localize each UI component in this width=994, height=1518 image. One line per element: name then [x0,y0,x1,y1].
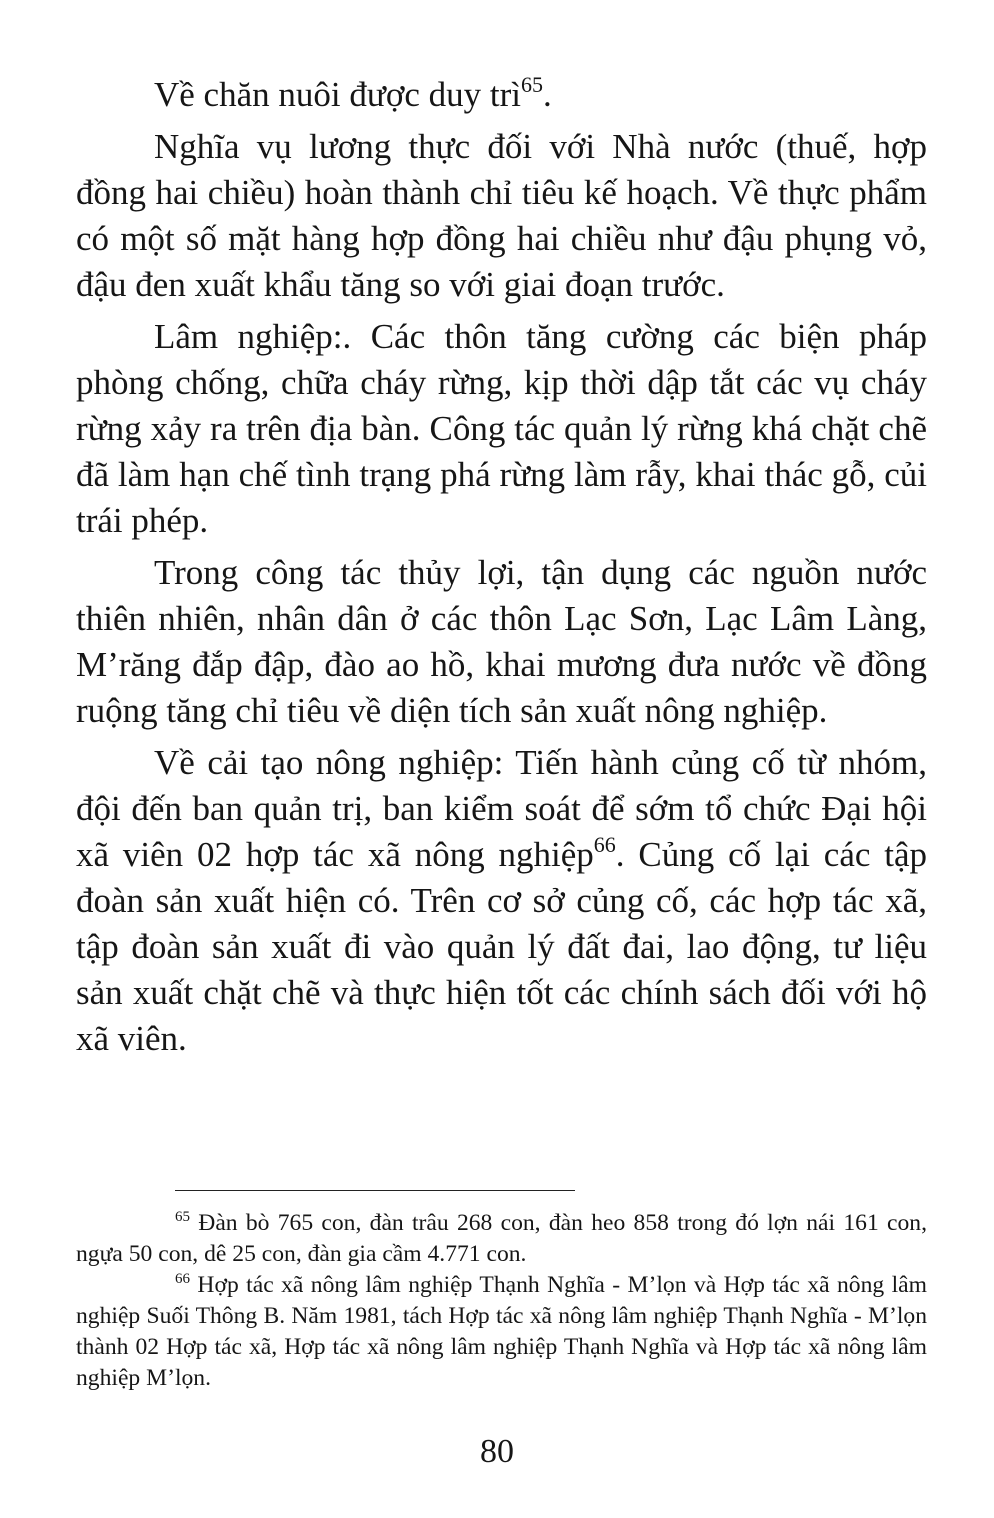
page-number: 80 [480,1433,514,1470]
paragraph-irrigation: Trong công tác thủy lợi, tận dụng các nguồn nước thiên nhiên, nhân dân ở các thôn Lạc Sơn, Lạc Lâm Làng, M’răng đắp đập, đào ao hồ, khai mương đưa nước về đồng ruộng tăng chỉ tiêu về diện tích sản xuất nông nghiệp. [76,553,927,730]
footnote-66-text: Hợp tác xã nông lâm nghiệp Thạnh Nghĩa - M’lọn và Hợp tác xã nông lâm nghiệp Suối Thông B. Năm 1981, tách Hợp tác xã nông lâm nghiệp Thạnh Nghĩa - M’lọn thành 02 Hợp tác xã, Hợp tác xã nông lâm nghiệp Thạnh Nghĩa và Hợp tác xã nông lâm nghiệp M’lọn. [76,1272,927,1391]
footnote-65-text: Đàn bò 765 con, đàn trâu 268 con, đàn heo 858 trong đó lợn nái 161 con, ngựa 50 con, dê 25 con, đàn gia cầm 4.771 con. [76,1210,927,1267]
footnote-65-marker: 65 [175,1209,190,1225]
footnote-divider [175,1190,575,1191]
paragraph-livestock-end: . [542,75,552,114]
paragraph-agri-reform-text-before: Về cải tạo nông nghiệp: Tiến hành củng cố từ nhóm, đội đến ban quản trị, ban kiểm soát để sớm tổ chức Đại hội xã viên 02 hợp tác xã nông nghiệp [76,743,927,874]
footnote-65 [76,1208,927,1270]
footnote-66 [76,1270,927,1394]
footnotes [76,1208,927,1394]
paragraph-livestock-text: Về chăn nuôi được duy trì [154,75,521,114]
footnote-ref-66[interactable]: 66 [593,832,616,857]
paragraph-livestock [76,72,927,118]
paragraph-forestry: Lâm nghiệp:. Các thôn tăng cường các biện pháp phòng chống, chữa cháy rừng, kịp thời dập tắt các vụ cháy rừng xảy ra trên địa bàn. Công tác quản lý rừng khá chặt chẽ đã làm hạn chế tình trạng phá rừng làm rẫy, khai thác gỗ, củi trái phép. [76,317,927,540]
paragraph-food-obligation: Nghĩa vụ lương thực đối với Nhà nước (thuế, hợp đồng hai chiều) hoàn thành chỉ tiêu kế hoạch. Về thực phẩm có một số mặt hàng hợp đồng hai chiều như đậu phụng vỏ, đậu đen xuất khẩu tăng so với giai đoạn trước. [76,127,927,304]
footnote-ref-65[interactable]: 65 [520,72,543,97]
paragraph-agri-reform [76,740,927,1062]
paragraph-agri-reform-text-after: . Củng cố lại các tập đoàn sản xuất hiện có. Trên cơ sở củng cố, các hợp tác xã, tập đoàn sản xuất đi vào quản lý đất đai, lao động, tư liệu sản xuất chặt chẽ và thực hiện tốt các chính sách đối với hộ xã viên. [76,835,927,1058]
footnote-66-marker: 66 [175,1271,190,1287]
page-body [76,72,927,1068]
